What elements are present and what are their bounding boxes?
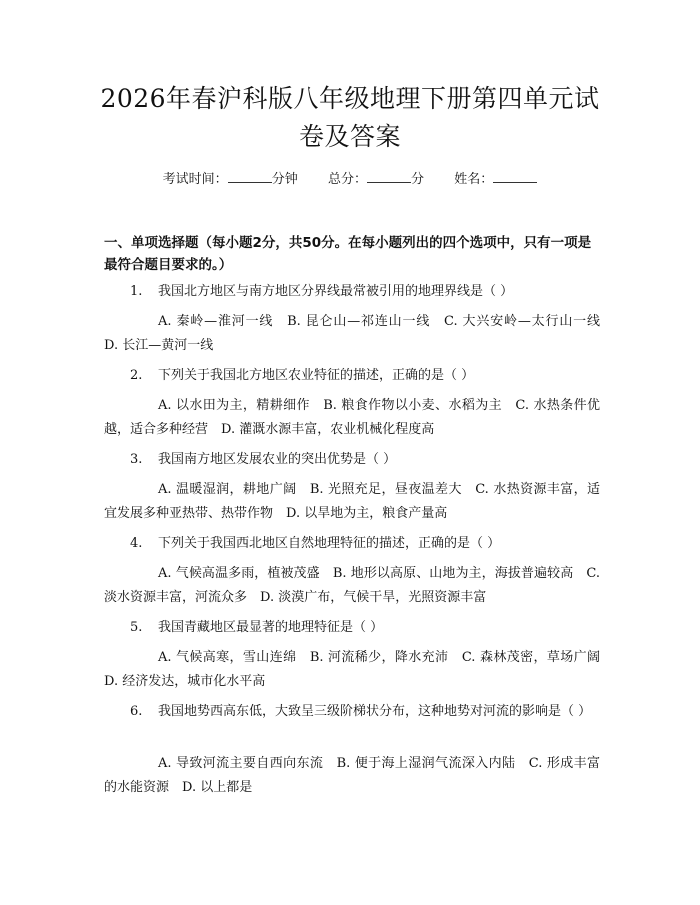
- question-number: 5.: [130, 620, 143, 635]
- name-label: 姓名：: [454, 172, 494, 187]
- score-unit: 分: [411, 172, 425, 187]
- question-6: [130, 701, 600, 722]
- name-blank[interactable]: [493, 170, 537, 183]
- question-number: 1.: [130, 284, 143, 299]
- question-text: 我国地势西高东低，大致呈三级阶梯状分布，这种地势对河流的影响是（ ）: [158, 704, 592, 719]
- question-6-options: A. 导致河流主要自西向东流 B. 便于海上湿润气流深入内陆 C. 形成丰富的水能资源 D. 以上都是: [104, 756, 600, 795]
- question-3-options: A. 温暖湿润，耕地广阔 B. 光照充足，昼夜温差大 C. 水热资源丰富，适宜发展多种亚热带、热带作物 D. 以旱地为主，粮食产量高: [104, 482, 600, 521]
- time-label: 考试时间：: [162, 172, 228, 187]
- question-1-options: A. 秦岭—淮河一线 B. 昆仑山—祁连山一线 C. 大兴安岭—太行山一线 D. 长江—黄河一线: [104, 314, 614, 353]
- score-label: 总分：: [327, 172, 367, 187]
- question-2: [130, 365, 600, 386]
- time-unit: 分钟: [271, 172, 298, 187]
- question-4-options: A. 气候高温多雨，植被茂盛 B. 地形以高原、山地为主，海拔普遍较高 C. 淡水资源丰富，河流众多 D. 淡漠广布，气候干旱，光照资源丰富: [104, 566, 600, 605]
- question-number: 3.: [130, 452, 143, 467]
- score-blank[interactable]: [367, 170, 411, 183]
- question-3: [130, 449, 600, 470]
- exam-title: 2026年春沪科版八年级地理下册第四单元试卷及答案: [100, 84, 600, 151]
- question-number: 4.: [130, 536, 143, 551]
- section-heading: 一、单项选择题（每小题2分，共50分。在每小题列出的四个选项中，只有一项是最符合题目要求的。）: [104, 235, 592, 273]
- question-1: [130, 281, 600, 302]
- question-text: 我国青藏地区最显著的地理特征是（ ）: [158, 620, 384, 635]
- question-4: [130, 533, 600, 554]
- exam-meta: [0, 170, 700, 189]
- question-text: 我国南方地区发展农业的突出优势是（ ）: [158, 452, 397, 467]
- question-2-options: A. 以水田为主，精耕细作 B. 粮食作物以小麦、水稻为主 C. 水热条件优越，适合多种经营 D. 灌溉水源丰富，农业机械化程度高: [104, 398, 600, 437]
- question-number: 6.: [130, 704, 143, 719]
- question-text: 下列关于我国西北地区自然地理特征的描述，正确的是（ ）: [158, 536, 501, 551]
- question-text: 我国北方地区与南方地区分界线最常被引用的地理界线是（ ）: [158, 284, 514, 299]
- question-number: 2.: [130, 368, 143, 383]
- time-blank[interactable]: [228, 170, 272, 183]
- question-text: 下列关于我国北方地区农业特征的描述，正确的是（ ）: [158, 368, 475, 383]
- question-5-options: A. 气候高寒，雪山连绵 B. 河流稀少，降水充沛 C. 森林茂密，草场广阔 D. 经济发达，城市化水平高: [104, 650, 614, 689]
- question-5: [130, 617, 600, 638]
